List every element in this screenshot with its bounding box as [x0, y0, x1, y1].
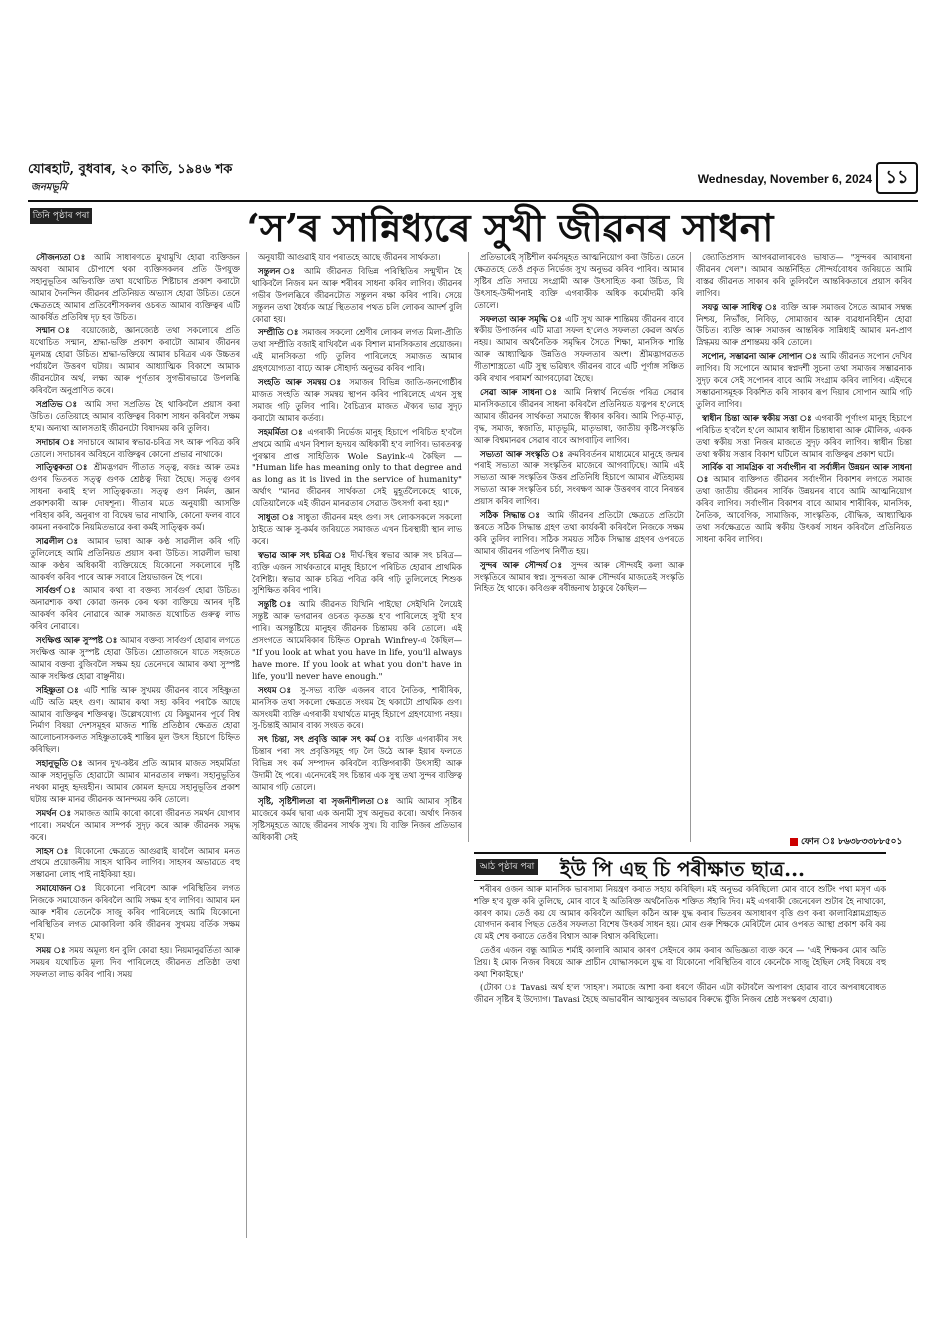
paragraph-text: ব্যক্তি এগৰাকীৰ সৎ চিন্তাৰ পৰা সৎ প্ৰবৃত্তিসমূহ গঢ় লৈ উঠে আৰু ইয়াৰ ফলতে বিভিন্ন সৎ কৰ্ম সম্পাদন কৰিবলৈ ব্যক্তিগৰাকী উৎসাহী আৰু উদামী হৈ পৰে। এনেদৰেই সৎ চিন্তাৰ এক সুস্থ তথা সুন্দৰ ব্যক্তিত্ব আমাৰ গঢ়ি তোলে।: [252, 734, 462, 792]
paragraph-text: আমি নিস্বাৰ্থ নিৰ্ভেজ পৰিত্ৰ সেৱাৰ মানসিকতাৰে জীৱনৰ সাধনা কৰিবলৈ প্ৰতিনিয়ত যত্নপৰ হ'লেহে আমাৰ জীৱনৰ সাৰ্থকতা সমাজে স্বীকাৰ কৰিব। আমি পিতৃ-মাতৃ, বৃদ্ধ, সমাজ, স্বজাতি, মাতৃভূমি, মাতৃভাষা, জাতীয় কৃষ্টি-সংস্কৃতি আৰু বিশ্বমানৱৰ সেৱাৰ বাবে আগবাঢ়িব লাগিব।: [474, 386, 684, 445]
paragraph-term: সংযম ঃ: [258, 684, 301, 695]
paragraph-term: সমৰ্থন ঃ: [36, 807, 75, 818]
paragraph-text: অনুযায়ী আগুৱাই যাব পৰাতহে আছে জীৱনৰ সাৰ্থকতা।: [258, 252, 441, 262]
paragraph-term: সাৱলীল ঃ: [36, 535, 88, 546]
paragraph-term: সন্তুলন ঃ: [258, 265, 305, 276]
article-paragraph: [696, 351, 912, 411]
paragraph-term: স্বভাৱ আৰু সৎ চৰিত্ৰ ঃ: [258, 549, 351, 560]
paragraph-term: সংহতি আৰু সমন্বয় ঃ: [258, 377, 350, 388]
continued-from-tag: তিনি পৃষ্ঠাৰ পৰা: [30, 208, 92, 224]
paragraph-text: আমি জীৱনৰ প্ৰতিটো ক্ষেত্ৰতে প্ৰতিটো স্তৰতে সঠিক সিদ্ধান্ত গ্ৰহণ তথা কাৰ্যকৰী কৰিবলৈ নিজকে সক্ষম কৰি তুলিব লাগিব। সঠিক সময়ত সঠিক সিদ্ধান্ত গ্ৰহণৰ ওপৰতে আমাৰ জীৱনৰ গতিপথ নিৰ্ণীত হয়।: [474, 510, 684, 556]
article-paragraph: [30, 685, 240, 756]
paragraph-text: আমি আমাৰ সৃষ্টিৰ মাজেৰে কৰ্মৰ দ্বাৰা এক অনামী সুখ অনুভৱ কৰো। অৰ্থাৎ নিজৰ সৃষ্টিসমূহতে আছে জীৱনৰ সাৰ্থক সুখ। যি ব্যক্তি নিজৰ প্ৰতিভাৰ অধিকাৰী সেই: [252, 795, 462, 842]
article-paragraph: [30, 437, 240, 461]
article-paragraph: [30, 846, 240, 882]
paragraph-term: সহমৰ্মিতা ঃ: [258, 426, 308, 437]
paragraph-text: সমাজৰ সকলো শ্ৰেণীৰ লোকৰ লগত মিলা-প্ৰীতি তথা সম্প্ৰীতি বজাই ৰাখিবলৈ এক বিশাল মানসিকতাৰ প্ৰয়োজন। এই মানসিকতা গঢ়ি তুলিব পাৰিলেহে সমাজত আমাৰ গ্ৰহণযোগ্যতা বাঢ়ে আৰু সৌহাৰ্দ্য অনুভৱ কৰিব পাৰি।: [252, 327, 462, 374]
article-paragraph: [30, 325, 240, 396]
paragraph-text: এটি শান্তি আৰু সুখময় জীৱনৰ বাবে সহিষ্ণুতা এটি অতি মহৎ গুণ। আমাৰ কথা সহ্য কৰিব পৰাকৈ আছে আমাৰ ব্যক্তিত্বৰ শক্তিৰত্ব। উল্লেখযোগ্য যে কিছুমানৰ পূৰ্বে বিশ্ব নিৰ্মাণ বিষয়া দেশসমূহৰ মাজত শান্তি প্ৰতিষ্ঠাৰ ক্ষেত্ৰত হোৱা আলোচনাসকলত সহিষ্ণুতাকেই শান্তিৰ মূল উৎস হিচাপে চিহ্নিত কৰিছিল।: [30, 684, 240, 755]
newspaper-brand: জনমভূমি: [31, 182, 68, 193]
article-paragraph: [252, 512, 462, 548]
article-paragraph: [252, 685, 462, 733]
column-divider: [246, 252, 247, 1238]
article-paragraph: [252, 252, 462, 264]
second-article-header: [474, 852, 886, 881]
paragraph-term: সভ্যতা আৰু সংস্কৃতি ঃ: [480, 448, 568, 459]
author-phone: ফোন ঃ ৮৬৩৮৩৩৮৮৫০১: [790, 834, 902, 849]
paragraph-text: সময় অমূল্য ধন বুলি কোৱা হয়। নিয়মানুৱৰ্তিতা আৰু সময়ৰ যথোচিত মূল্য দিব পাৰিলেহে জীৱনত প্ৰতিষ্ঠা তথা সফলতা লাভ কৰিব পাৰি। সময়: [30, 944, 240, 979]
article-paragraph: [252, 427, 462, 510]
paragraph-term: সংক্ষিপ্ত আৰু সুস্পষ্ট ঃ: [36, 635, 121, 646]
article-paragraph: [474, 387, 684, 447]
article-paragraph: [30, 399, 240, 435]
paragraph-term: সেৱা আৰু সাধনা ঃ: [480, 386, 564, 397]
paragraph-text: এগৰাকী নিৰ্ভেজ মানুহ হিচাপে পৰিচিত হ'বলৈ প্ৰথমে আমি এখন বিশাল হৃদয়ৰ অধিকাৰী হ'ব লাগিব। ভাৰতৰত্ন পুৰস্কাৰ প্ৰাপ্ত সাহিত্যিক Wole Sayink-এ কৈছিল — "Human life has meaning only to that degree and as long as it is lived in the service of humanity" অৰ্থাৎ "মানৱ জীৱনৰ সাৰ্থকতা সেই মুহূৰ্তলৈকেহে থাকে, যেতিয়ালৈকে এই জীৱন মানৱতাৰ সেৱাত উৎসৰ্গা কৰা হয়।": [252, 426, 462, 509]
article-paragraph: [252, 599, 462, 682]
article-paragraph: [696, 302, 912, 350]
article-paragraph: [30, 536, 240, 584]
article-paragraph: [30, 585, 240, 633]
second-article-paragraph: (টোকা ঃ Tavasi অৰ্থ হ'ল 'সাহস'। সমাজে আশা কৰা ধৰণে জীৱন এটা কটাবলৈ অপাৰগ হোৱাৰ বাবে অপৰাধবোধত জীৱন সৃষ্টিৰ ই উদ্যোগ। Tavasi হৈছে অভাৱৰীন আত্মসুৰৰ অভাৱৰ বিৰুদ্ধে যুঁজি নিজৰ শ্ৰেষ্ঠ সংস্কৰণ হোৱা।): [474, 982, 886, 1005]
article-paragraph: [474, 510, 684, 558]
paragraph-text: আনৰ দুখ-কষ্টৰ প্ৰতি আমাৰ মাজত সহমৰ্মিতা আৰু সহানুভূতি হোৱাটো আমাৰ মানৱতাৰ লক্ষণ। সহানুভূতিৰ নথকা মানুহ হৃদয়হীন। আমাৰ কোমল হৃদয়ে সহানুভূতিৰ প্ৰকাশ ঘটায় আৰু মানৱ জীৱনক আনন্দময় কৰি তোলে।: [30, 758, 240, 804]
article-paragraph: [252, 377, 462, 425]
article-paragraph: [696, 252, 912, 300]
second-article-body: [474, 884, 886, 1184]
column-divider: [468, 252, 469, 842]
article-paragraph: [696, 462, 912, 545]
paragraph-text: আমাৰ কথা বা বক্তব্য সাৰ্বগুৰ্ণ হোৱা উচিত। অনাৱশ্যক কথা কোৱা জনক কেৰ থকা ব্যক্তিয়ে আনৰ দৃষ্টি আকৰ্ষণ কৰিব নোৱাৰে আৰু সমাজত যথোচিত গুৰুত্ব লাভ কৰিব নোৱাৰে।: [30, 585, 240, 632]
paragraph-term: সুন্দৰ আৰু সৌন্দৰ্য ঃ: [480, 559, 571, 570]
article-paragraph: [252, 550, 462, 598]
paragraph-term: সৃষ্টি, সৃষ্টিশীলতা বা সৃজনীশীলতা ঃ: [258, 795, 397, 806]
article-paragraph: [30, 462, 240, 533]
article-paragraph: [474, 314, 684, 385]
paragraph-text: যিকোনো পৰিবেশ আৰু পৰিস্থিতিৰ লগত নিজকে সমাযোজন কৰিবলৈ আমি সক্ষম হ'ব লাগিব। আমাৰ মন আৰু শৰীৰ তেনেকৈ সাজু কৰিব পাৰিলেহে আমি যিকোনো পৰিস্থিতিৰ লগত মোকাবিলা কৰি জীৱনৰ সুখময় বৰ্তিক সক্ষম হ'ম।: [30, 883, 240, 941]
paragraph-term: সময় ঃ: [36, 944, 69, 955]
paragraph-text: সুন্দৰ আৰু সৌন্দৰ্যই কলা আৰু সংস্কৃতিৰে আমাৰ স্বপ্ন। সুন্দৰতা আৰু সৌন্দৰ্যৰ মাজতেই সংস্কৃতি নিহিত হৈ থাকে। কবিগুৰু ৰবীন্দ্ৰনাথ ঠাকুৰে কৈছিল—: [474, 559, 684, 594]
paragraph-text: সমাজৰ বিভিন্ন জাতি-জনগোষ্ঠীৰ মাজত সংহতি আৰু সমন্বয় স্থাপন কৰিব পাৰিলেহে এখন সুস্থ সমাজ গঢ়ি তুলিব পাৰি। বৈচিত্ৰ্যৰ মাজত ঐক্যৰ ভাৱ সুদৃঢ় কৰাটো আমাৰ কৰ্তব্য।: [252, 377, 462, 423]
paragraph-text: বয়োজ্যেষ্ঠ, জ্ঞানজ্যেষ্ঠ তথা সকলোৰে প্ৰতি যথোচিত সন্মান, শ্ৰদ্ধা-ভক্তি প্ৰকাশ কৰাটো আমাৰ জীৱনৰ মূলমন্ত্ৰ হোৱা উচিত। শ্ৰদ্ধা-ভক্তিয়ে আমাৰ চৰিত্ৰৰ এক উচ্চতৰ পৰ্যায়লৈ উত্তৰণ ঘটায়। আমাৰ আধ্যাত্মিক বিকাশে আমাক জীৱনটোৰ অৰ্থ, লক্ষ্য আৰু পূৰ্ণতাৰ সুগভীৰভাৱে উপলব্ধি কৰিবলৈ অনুপ্ৰাণিত কৰে।: [30, 325, 240, 395]
article-paragraph: [474, 449, 684, 509]
article-paragraph: [474, 252, 684, 312]
header-rule: [28, 200, 918, 202]
second-article-paragraph: শৰীৰৰ ওজন আৰু মানসিক ভাৰসাম্য নিয়ন্ত্ৰণ কৰাত সহায় কৰিছিল। মই অনুভৱ কৰিছিলো মোৰ বাবে শুটিং পথা মসৃণ এক শক্তি হ'ব যুক্ত কৰি তুলিছে, মোৰ বাবে ই অতিৰিক্ত অৰ্থনৈতিক শক্তিত সঁহাৰি দিব। মই এগৰাকী জেনেৰেল শুটাৰ হৈ নাথাকো, কাৰণ কাম। তেওঁ কয় যে আমাৰ কৰিবলৈ আছিল কঠিন আৰু যুদ্ধ কৰাৰ ভিতৰৰ অসাধাৰণ বৃত্তি গুণ কৰা কালাবিশ্লামগ্ৰাহৃত যোগদান কৰাৰ পিছত তেওঁৰ সফলতা বিশেষ উৎকৰ্ষ সাধন হয়। মোৰ গুৰু শিক্ষকে মেৰিটলৈ মোৰ ওপৰত আস্থা প্ৰকাশ কৰি কয় যে মই শেষ কৰাতে তেওঁৰ বিশ্বাস আৰু বিশ্বাস কৰিছিলো।: [474, 884, 886, 942]
paragraph-text: ব্যক্তি আৰু সমাজৰ সৈতে আমাৰ সম্বন্ধ নিশ্চয়, নিভাঁজ, নিবিড়, সোমাজাৰ আৰু ব্যৱধানবিহীন হোৱা উচিত। ব্যক্তি আৰু সমাজৰ আন্তৰিক সান্নিধ্যই আমাৰ মন-প্ৰাণ স্নিগ্ধময় আৰু প্ৰশান্তময় কৰি তোলে।: [696, 301, 912, 348]
paragraph-term: সঠিক সিদ্ধান্ত ঃ: [480, 510, 548, 521]
paragraph-text: সাধুতা জীৱনৰ মহৎ গুণ। সৎ লোকসকলে সকলো ঠাইতে আৰু সু-কৰ্মৰ জৰিয়তে সমাজত এখন চিৰস্থায়ী স্থান লাভ কৰে।: [252, 512, 462, 546]
article-paragraph: [30, 945, 240, 981]
article-paragraph: [30, 758, 240, 806]
page-header: [28, 160, 918, 194]
paragraph-text: আমি সদা সপ্ৰতিভ হৈ থাকিবলৈ প্ৰয়াস কৰা উচিত। তেতিয়াহে আমাৰ ব্যক্তিত্বৰ বিকাশ সাধন কৰিবলৈ সক্ষম হ'ম। অন্যথা আলসতাই জীৱনটো বিষাদময় কৰি তুলিব।: [30, 398, 240, 433]
header-date-english: Wednesday, November 6, 2024: [697, 172, 872, 186]
paragraph-text: আমি জীৱনত বিভিন্ন পৰিস্থিতিৰ সন্মুখীন হৈ থাকিবলৈ নিজৰ মন আৰু শৰীৰৰ সাধনা কৰিব লাগিব। জীৱনৰ গভীৰ উপলব্ধিৰে জীৱনটোত সন্তুলন ৰক্ষা কৰিব পাৰি। সেয়ে সন্তুলন তথা ধৈৰ্য্যক আৰ্দ্ৰ স্থিততাৰ পথত চলি লোকৰ আদৰ্শ বুলি কোৱা হয়।: [252, 265, 462, 324]
paragraph-text: আমাৰ ভাষা আৰু কণ্ঠ সাৱলীল কৰি গঢ়ি তুলিলেহে আমি প্ৰতিনিয়ত প্ৰয়াস কৰা উচিত। সাৱলীল ভাষা আৰু কণ্ঠৰ অধিকাৰী ব্যক্তিয়েহে যিকোনো সকলোৰে দৃষ্টি আকৰ্ষণ কৰিব পাৰে আৰু সবাৰে প্ৰিয়ভাজন হৈ পৰে।: [30, 535, 240, 582]
paragraph-text: জ্যোতিপ্ৰসাদ আগৰৱালাৰবেও ভাষাত— "সুন্দৰৰ আৰাধনা জীৱনৰ খেল"। আমাৰ অন্তৰ্নিহিত সৌন্দৰ্যবোধৰ জৰিয়তে আমি বাস্তৱ জীৱনত সাকাৰ কৰি তুলিবলৈ আন্তৰিকতাৰে প্ৰয়াস কৰিব লাগিব।: [696, 252, 912, 298]
paragraph-term: সযত্ন আৰু সাধিত্ব ঃ: [702, 301, 781, 312]
paragraph-term: সপোন, সম্ভাৱনা আৰু সোপান ঃ: [702, 351, 820, 362]
paragraph-text: এগৰাকী পূৰ্ণাংগ মানুহ হিচাপে পৰিচিত হ'বলৈ হ'লে আমাৰ স্বাধীন চিন্তাধাৰা আৰু মৌলিক, একক তথা স্বকীয় সত্তা নিজৰ মাজতে সুদৃঢ় কৰিব লাগিব। স্বাধীন চিন্তা তথা স্বকীয় সত্তাৰ বিকাশ ঘটিলে আমাৰ ব্যক্তিত্বৰ প্ৰকাশ ঘটে।: [696, 412, 912, 459]
paragraph-term: সহিষ্ণুতা ঃ: [36, 684, 85, 695]
second-article: [474, 852, 886, 1182]
paragraph-term: সাত্ত্বিকতা ঃ: [36, 462, 94, 473]
paragraph-term: সাহস ঃ: [36, 845, 75, 856]
paragraph-term: সমাযোজন ঃ: [36, 883, 95, 894]
paragraph-term: সহানুভূতি ঃ: [36, 758, 88, 769]
article-headline: ‘স’ৰ সান্নিধ্যৰে সুখী জীৱনৰ সাধনা: [246, 205, 774, 250]
paragraph-term: সাৰ্বগুৰ্ণ ঃ: [36, 585, 84, 596]
paragraph-term: সন্মান ঃ: [36, 325, 82, 336]
paragraph-text: আমি সাধাৰণতে মুখামুখি হোৱা ব্যক্তিজন অথবা আমাৰ চৌপাশে থকা ব্যক্তিসকলৰ প্ৰতি উপযুক্ত সহানুভূতিৰ অভিব্যক্তি তথা যথোচিত শিষ্টাচাৰ প্ৰকাশ কৰাটো আমাৰ দৈনন্দিন জীৱনৰ প্ৰতিনিয়ত অভ্যাস হোৱা উচিত। তেনে ক্ষেত্ৰতহে আমাৰ প্ৰতিবেশীসকলৰ ওচৰত আমাৰ ব্যক্তিত্বৰ এটি আকৰ্ষিত প্ৰতিবিম্ব দৃঢ় হব উচিত।: [30, 252, 240, 322]
article-column-1: [30, 252, 240, 1238]
second-article-tag: আঠ পৃষ্ঠাৰ পৰা: [476, 859, 538, 875]
paragraph-text: আমি জীৱনত যিখিনি পাইছো সেইখিনি লৈয়েই সন্তুষ্ট আৰু ভগৱানৰ ওচৰত কৃতজ্ঞ হ'ব পাৰিলেহে সুখী হ'ব পাৰি। অসন্তুষ্টিয়ে মানুহৰ জীৱনক চিন্তাময় কৰি তোলে। এই প্ৰসংগতে আমেৰিকাৰ চিহ্নিত Oprah Winfrey-এ কৈছিল— "If you look at what you have in life, you'll always have more. If you look at what you don't have in life, you'll never have enough.": [252, 599, 462, 681]
article-paragraph: [30, 883, 240, 943]
paragraph-term: সাৰ্বিক বা সামগ্ৰিক বা সৰ্বাংগীন বা সৰ্বাঙ্গীন উন্নয়ন আৰু সাধনা ঃ: [696, 462, 912, 485]
article-column-2: [252, 252, 462, 1238]
paragraph-text: ক্ৰমবিবৰ্তনৰ মাধ্যমেৰে মানুহে জন্মৰ পৰাই সভ্যতা আৰু সংস্কৃতিৰ মাজেৰে আগবাঢ়িছে। আমি এই সভ্যতা আৰু সংস্কৃতিৰ উত্তৰ প্ৰতিনিধি হিচাপে আমাৰ ঐতিহ্যময় সভ্যতা আৰু সংস্কৃতিৰ চৰ্চা, সংৰক্ষণ আৰু উত্তৰণৰ বাবে নিৰন্তৰ প্ৰয়াস কৰিব লাগিব।: [474, 448, 684, 507]
paragraph-text: সদাচাৰে আমাৰ স্বভাৱ-চৰিত্ৰ সৎ আৰু পবিত্ৰ কৰি তোলে। সদাচাৰৰ অবিহনে ব্যক্তিত্বৰ কোনো প্ৰভাৱ নাথাকে।: [30, 436, 240, 459]
paragraph-term: সৌজন্যতা ঃ: [36, 252, 95, 262]
paragraph-term: সাধুতা ঃ: [258, 512, 298, 523]
paragraph-text: শ্ৰীমদ্ভগৱদ গীতাত সত্ত্ব, ৰজঃ আৰু তমঃ গুণৰ ভিতৰত সত্ত্ব গুণক শ্ৰেষ্ঠত্ব দিয়া হৈছে। সত্ত্ব গুণৰ সাধনা কৰাই হ'ল সাত্ত্বিকতা। সত্ত্ব গুণ নিৰ্মল, জ্ঞান প্ৰকাশকাৰী আৰু দোষশূন্য। গীতাৰ মতে অনুযায়ী আসক্তি পৰিহাৰ কৰি, অনুৰাগ বা বিদ্বেষ ভাৱ নাথাকি, কোনো ফলৰ বাবে কামনা নকৰাকৈ নিয়মিতভাৱে কৰা কৰ্মই সাত্ত্বিক কৰ্ম।: [30, 462, 240, 532]
paragraph-term: সন্তুষ্টি ঃ: [258, 599, 299, 610]
paragraph-text: আমাৰ ব্যক্তিগত জীৱনৰ সৰ্বাংগীন বিকাশৰ লগতে সমাজ তথা জাতীয় জীৱনৰ সাৰ্বিক উন্নয়নৰ বাবে আমি আত্মনিয়োগ কৰিব লাগিব। সৰ্বাংগীন বিকাশৰ বাবে আমাৰ শাৰীৰিক, মানসিক, নৈতিক, আবেগিক, সামাজিক, সাংস্কৃতিক, বৌদ্ধিক, আধ্যাত্মিক তথা সৰ্বক্ষেত্ৰতে আমি স্বকীয় উৎকৰ্ষ সাধন কৰিবলৈ প্ৰতিনিয়ত সাধনা কৰিব লাগিব।: [696, 474, 912, 544]
paragraph-text: সমাজত আমি কাৰো কাৰো জীৱনত সমৰ্থন যোগাব পাৰো। সমৰ্থনে আমাৰ সম্পৰ্ক সুদৃঢ় কৰে আৰু জীৱনক সমৃদ্ধ কৰে।: [30, 807, 240, 842]
paragraph-text: প্ৰতিভাৰেই সৃষ্টিশীল কৰ্মসমূহত আত্মনিয়োগ কৰা উচিত। তেনে ক্ষেত্ৰতহে তেওঁ প্ৰকৃত নিৰ্ভেজ সুখ অনুভৱ কৰিব পাৰিব। আমাৰ সৃষ্টিৰ প্ৰতি সদায়ে সংগ্ৰামী আৰু উৎসাহিত কৰা উচিত, যি উৎসাহ-উদ্দীপনাই ব্যক্তি এগৰাকীক অধিক কৰ্মোদ্যমী কৰি তোলে।: [474, 252, 684, 310]
article-paragraph: [252, 327, 462, 375]
column-divider: [690, 252, 691, 842]
header-date-assamese: যোৰহাট, বুধবাৰ, ২০ কাতি, ১৯৪৬ শক: [28, 162, 233, 177]
article-paragraph: [252, 734, 462, 794]
article-paragraph: [30, 252, 240, 323]
paragraph-term: স্বাধীন চিন্তা আৰু স্বকীয় সত্তা ঃ: [702, 412, 816, 423]
article-column-3: [474, 252, 684, 838]
article-paragraph: [696, 413, 912, 461]
article-paragraph: [30, 808, 240, 844]
paragraph-term: সদাচাৰ ঃ: [36, 436, 78, 447]
second-article-paragraph: তেওঁৰ এজন বন্ধু আমিত শৰ্মাই কালাৰি আমাৰ কাৰণ সেইদৰে কাম কৰাৰ অভিজ্ঞতা ব্যক্ত কৰে — 'এই শিক্ষকৰ মোৰ অতি প্ৰিয়। ই মোক নিজৰ বিষয়ে আৰু প্ৰাচীন যোদ্ধাসকলে যুদ্ধ বা যিকোনো পৰিস্থিতিৰ বাবে কেনেকৈ সাজু হৈছিল সেই বিষয়ে বহু কথা শিকাইছে।': [474, 944, 886, 979]
paragraph-term: সৎ চিন্তা, সৎ প্ৰবৃত্তি আৰু সৎ কৰ্ম ঃ: [258, 734, 396, 745]
article-paragraph: [474, 560, 684, 596]
paragraph-text: এটি সুখ আৰু শান্তিময় জীৱনৰ বাবে স্বকীয় উপাৰ্জনৰ এটি মাত্ৰা সফল হ'লেও সফলতা কেৱল অৰ্থত নহয়। আমাৰ অৰ্থনৈতিক সমৃদ্ধিৰ সৈতে শিক্ষা, মানসিক শান্তি আৰু আধ্যাত্মিক উন্নতিও সফলতাৰ অংশ। শ্ৰীমদ্ভাগৱতত গীতাশাস্ত্ৰতো এটি সুস্থ ভৱিষ্যৎ জীৱনৰ বাবে এটি পূৰ্ণাঙ্গ সঞ্চিত কৰি ৰখাৰ পৰামৰ্শ আগবঢ়োৱা হৈছে।: [474, 313, 684, 384]
article-paragraph: [30, 635, 240, 683]
paragraph-text: সু-সভ্য ব্যক্তি এজনৰ বাবে নৈতিক, শাৰীৰিক, মানসিক তথা সকলো ক্ষেত্ৰতে সংযম হৈ থকাটো প্ৰাথমিক গুণ। অসংযমী ব্যক্তি এগৰাকী যথাৰ্থতে মানুহ হিচাপে গ্ৰহণযোগ্য নহয়। সু-চিন্তাই আমাৰ বাক্য সংযত কৰে।: [252, 684, 462, 731]
paragraph-text: যিকোনো ক্ষেত্ৰতে আগুৱাই যাবলৈ আমাৰ মনত প্ৰথমে প্ৰয়োজনীয় সাহস থাকিব লাগিব। সাহসৰ অভাৱতে বহু সম্ভাৱনা লোহ পাই নাইকিয়া হয়।: [30, 845, 240, 880]
paragraph-text: আমি জীৱনত সপোন দেখিব লাগিব। যি সপোনে আমাৰ স্বপ্নদৰ্শী সুচনা তথা সমাজৰ সম্ভাৱনাক সুদৃঢ় কৰে সেই সপোনৰ বাবে আমি সংগ্ৰাম কৰিব লাগিব। এইদৰে সম্ভাৱনাসমূহক বিকশিত কৰি সাকাৰ ৰূপ দিয়াৰ সোপান আমি গঢ়ি তুলিব লাগিব।: [696, 351, 912, 409]
second-article-title: ইউ পি এছ চি পৰীক্ষাত ছাত্ৰ...: [560, 857, 806, 881]
page-number: ১১: [876, 162, 918, 194]
paragraph-text: আমাৰ বক্তব্য সাৰ্বগুৰ্ণ হোৱাৰ লগতে সংক্ষিপ্ত আৰু সুস্পষ্ট হোৱা উচিত। শ্ৰোতাজনে যাতে সহজতে আমাৰ বক্তব্য বুজিবলৈ সক্ষম হয় তেনেদৰে আমাৰ কথা সুস্পষ্ট আৰু সংক্ষিপ্ত হোৱা বাঞ্ছনীয়।: [30, 635, 240, 681]
paragraph-term: সম্প্ৰীতি ঃ: [258, 327, 302, 338]
paragraph-term: সফলতা আৰু সমৃদ্ধি ঃ: [480, 313, 566, 324]
article-column-4: [696, 252, 912, 828]
bullet-square-icon: [790, 838, 798, 846]
paragraph-term: সপ্ৰতিভ ঃ: [36, 398, 85, 409]
article-paragraph: [252, 796, 462, 844]
article-paragraph: [252, 266, 462, 326]
paragraph-text: দীৰ্ঘ-স্থিৰ স্বভাৱ আৰু সৎ চৰিত্ৰ— ব্যক্তি এজন সাৰ্থকতাৰে মানুহ হিচাপে পৰিচিত হোৱাৰ প্ৰাথমিক বৈশিষ্ট্য। স্বভাৱ আৰু চৰিত্ৰ পবিত্ৰ কৰি গঢ়ি তুলিলেহে শিশুক সুশিক্ষিত কৰিব পাৰি।: [252, 549, 462, 596]
